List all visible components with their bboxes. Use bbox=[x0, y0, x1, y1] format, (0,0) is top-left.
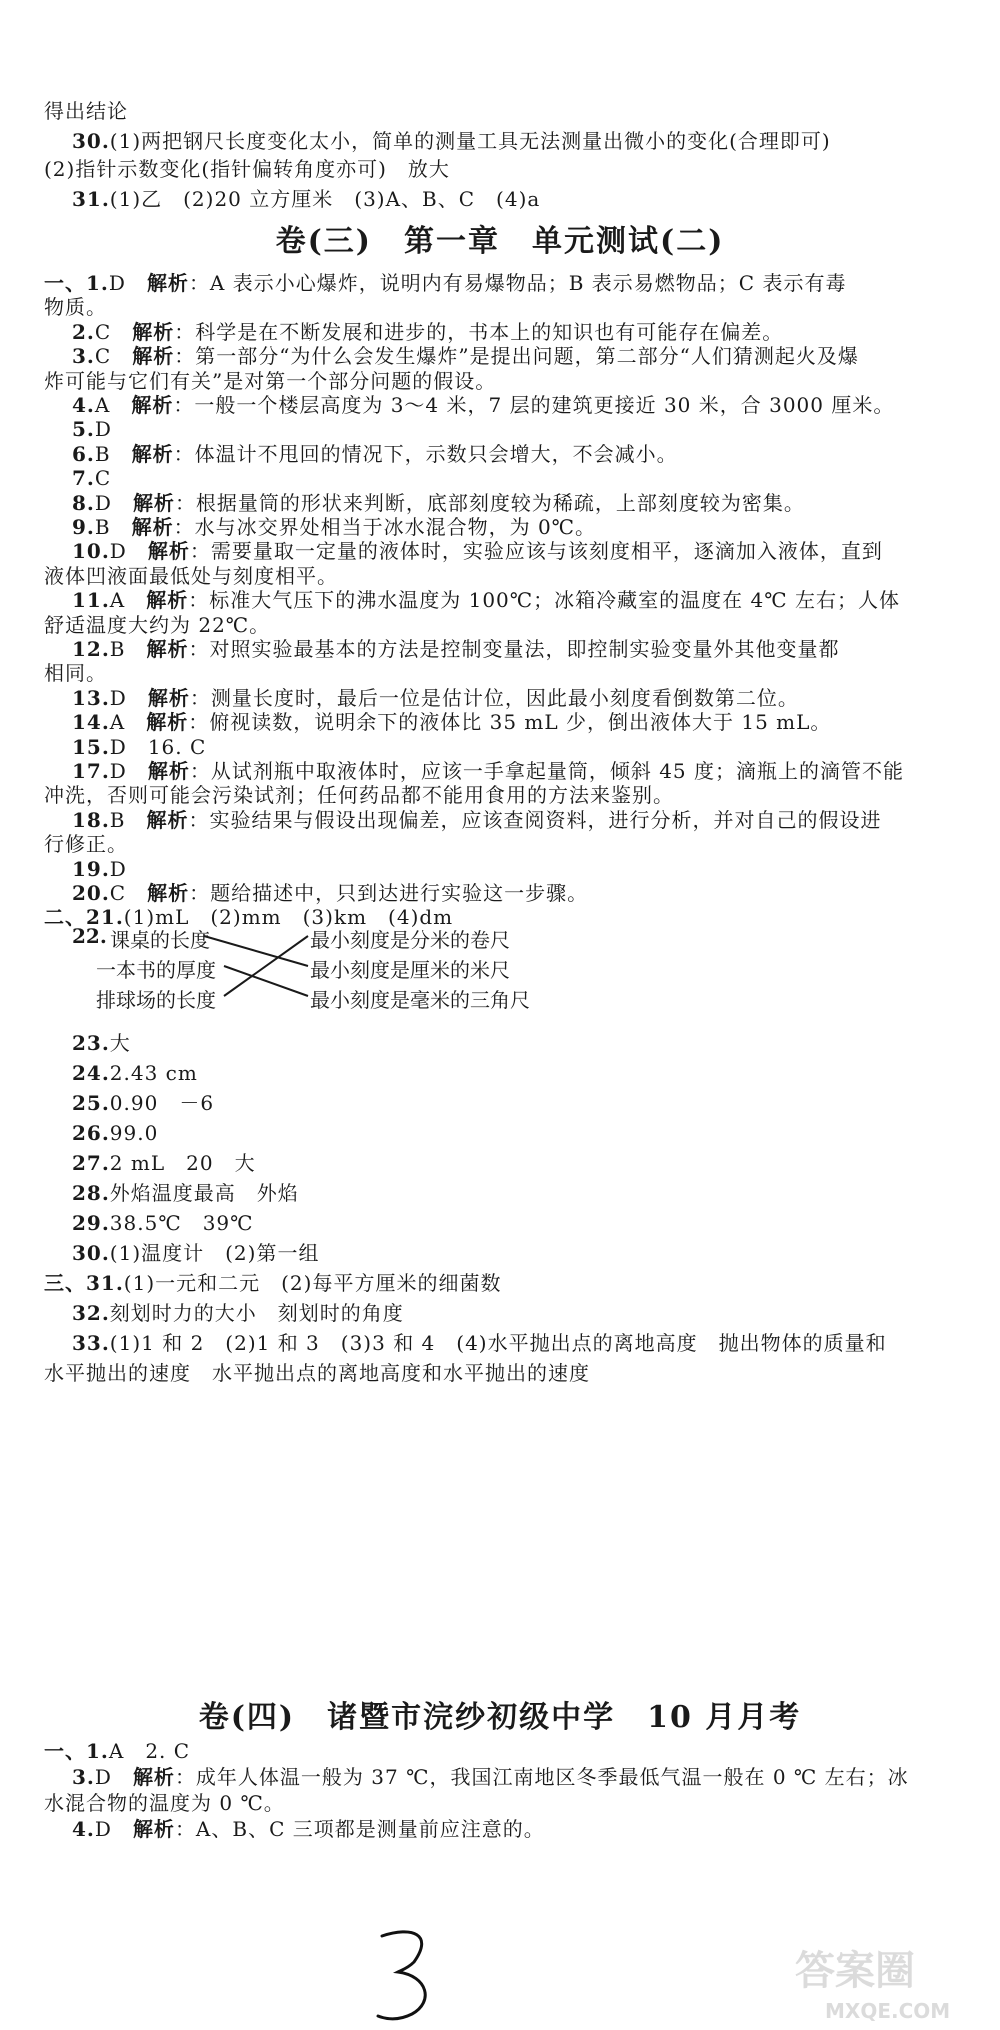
question-number: 三、31. bbox=[44, 1271, 124, 1295]
watermark-logo bbox=[789, 1936, 994, 2026]
answer-line bbox=[72, 1300, 992, 1326]
answer-text: C bbox=[94, 319, 133, 344]
question-number: 32. bbox=[72, 1301, 110, 1325]
analysis-label: 解析 bbox=[146, 271, 189, 295]
match-right-item: 最小刻度是分米的卷尺 bbox=[310, 928, 510, 952]
analysis-label: 解析 bbox=[132, 344, 175, 369]
watermark-url: MXQE.COM bbox=[825, 1999, 951, 2023]
answer-text: 物质。 bbox=[44, 295, 107, 320]
answer-line bbox=[72, 1330, 992, 1356]
answer-text: D bbox=[109, 539, 148, 564]
answer-line bbox=[44, 1360, 964, 1386]
answer-line bbox=[72, 416, 992, 442]
question-number: 18. bbox=[72, 807, 110, 832]
analysis-label: 解析 bbox=[146, 807, 189, 832]
match-left-item: 课桌的长度 bbox=[110, 928, 210, 952]
section-heading: 卷(三) 第一章 单元测试(二) bbox=[275, 224, 725, 259]
analysis-label: 解析 bbox=[147, 759, 190, 783]
match-right-item: 最小刻度是毫米的三角尺 bbox=[310, 988, 530, 1012]
question-number: 7. bbox=[72, 466, 95, 491]
analysis-label: 解析 bbox=[146, 637, 189, 661]
answer-text: 舒适温度大约为 22℃。 bbox=[44, 612, 271, 637]
match-line bbox=[224, 966, 308, 996]
answer-text: 2.43 cm bbox=[109, 1061, 198, 1085]
question-number: 2. bbox=[72, 319, 95, 344]
analysis-label: 解析 bbox=[147, 539, 190, 564]
answer-line bbox=[72, 685, 992, 711]
answer-line bbox=[44, 270, 964, 296]
answer-line bbox=[72, 1090, 992, 1116]
answer-line bbox=[44, 563, 964, 589]
analysis-label: 解析 bbox=[132, 490, 175, 515]
answer-text: (1)一元和二元 (2)每平方厘米的细菌数 bbox=[123, 1271, 502, 1295]
answer-text: 2 mL 20 大 bbox=[109, 1151, 256, 1175]
answer-30: 30.(1)两把钢尺长度变化太小，简单的测量工具无法测量出微小的变化(合理即可) bbox=[72, 129, 831, 153]
analysis-label: 解析 bbox=[131, 441, 174, 466]
matching-lines bbox=[200, 920, 312, 1012]
answer-line bbox=[72, 392, 992, 418]
question-number: 22. bbox=[72, 924, 107, 948]
answer-line bbox=[72, 1030, 992, 1056]
answer-line bbox=[44, 1790, 964, 1816]
question-number: 15. bbox=[72, 734, 110, 759]
analysis-label: 解析 bbox=[132, 319, 175, 344]
question-number: 13. bbox=[72, 685, 110, 710]
answer-line bbox=[72, 1120, 992, 1146]
answer-line bbox=[72, 319, 992, 345]
answer-line bbox=[72, 465, 992, 491]
answer-line bbox=[44, 1738, 964, 1764]
answer-line bbox=[44, 294, 964, 320]
answer-text: A bbox=[109, 588, 147, 613]
answer-line bbox=[72, 1060, 992, 1086]
analysis-text: ：从试剂瓶中取液体时，应该一手拿起量筒，倾斜 45 度；滴瓶上的滴管不能 bbox=[189, 759, 905, 783]
answer-text: 外焰温度最高 外焰 bbox=[109, 1181, 299, 1205]
answer-text: D bbox=[109, 856, 127, 881]
answer-text: 刻划时力的大小 刻划时的角度 bbox=[109, 1301, 404, 1325]
answer-line bbox=[72, 1764, 992, 1790]
answer-text: 水混合物的温度为 0 ℃。 bbox=[44, 1791, 285, 1815]
answer-text: 99.0 bbox=[109, 1121, 159, 1145]
question-number: 11. bbox=[72, 588, 110, 613]
answer-line bbox=[72, 734, 992, 760]
analysis-text: ：科学是在不断发展和进步的，书本上的知识也有可能存在偏差。 bbox=[174, 319, 784, 344]
section-heading: 卷(四) 诸暨市浣纱初级中学 10 月月考 bbox=[198, 1700, 802, 1735]
question-number: 20. bbox=[72, 881, 110, 905]
analysis-text: ：水与冰交界处相当于冰水混合物，为 0℃。 bbox=[173, 515, 597, 539]
question-number: 14. bbox=[72, 710, 110, 735]
question-number: 一、1. bbox=[44, 1739, 109, 1763]
answer-line bbox=[72, 1816, 992, 1842]
answer-line bbox=[44, 612, 964, 638]
answer-text: 0.90 －6 bbox=[109, 1091, 215, 1115]
question-number: 12. bbox=[72, 637, 110, 661]
answer-text: C bbox=[94, 344, 133, 369]
answer-line bbox=[72, 1180, 992, 1206]
answer-text: D bbox=[94, 417, 112, 442]
question-number: 一、1. bbox=[44, 271, 109, 295]
analysis-label: 解析 bbox=[132, 1817, 175, 1841]
question-number: 9. bbox=[72, 515, 95, 539]
analysis-text: ：测量长度时，最后一位是估计位，因此最小刻度看倒数第二位。 bbox=[189, 685, 799, 710]
answer-line bbox=[72, 636, 992, 662]
analysis-text: ：第一部分“为什么会发生爆炸”是提出问题，第二部分“人们猜测起火及爆 bbox=[174, 344, 859, 369]
watermark-text: 答案圈 bbox=[795, 1948, 915, 1994]
analysis-text: ：根据量筒的形状来判断，底部刻度较为稀疏，上部刻度较为密集。 bbox=[174, 490, 805, 515]
answer-text: B bbox=[94, 441, 132, 466]
answer-line bbox=[72, 709, 992, 735]
answer-text: (1)mL (2)mm (3)km (4)dm bbox=[123, 905, 454, 930]
question-number: 8. bbox=[72, 490, 95, 515]
question-number: 3. bbox=[72, 344, 95, 369]
answer-line bbox=[44, 660, 964, 686]
answer-line bbox=[72, 807, 992, 833]
answer-text: C bbox=[94, 466, 112, 491]
answer-line bbox=[72, 343, 992, 369]
answer-line bbox=[72, 1240, 992, 1266]
analysis-text: ：标准大气压下的沸水温度为 100℃；冰箱冷藏室的温度在 4℃ 左右；人体 bbox=[188, 588, 900, 613]
analysis-label: 解析 bbox=[146, 588, 189, 613]
answer-text: D bbox=[108, 271, 147, 295]
answer-line bbox=[44, 368, 964, 394]
answer-text: 38.5℃ 39℃ bbox=[109, 1211, 254, 1235]
answer-text: B bbox=[109, 807, 147, 832]
answer-text: B bbox=[94, 515, 132, 539]
answer-line bbox=[44, 831, 964, 857]
handwritten-page-number bbox=[372, 1924, 442, 2024]
answer-text: B bbox=[109, 637, 147, 661]
analysis-text: ：需要量取一定量的液体时，实验应该与该刻度相平，逐滴加入液体，直到 bbox=[189, 539, 883, 564]
analysis-text: ：题给描述中，只到达进行实验这一步骤。 bbox=[189, 881, 589, 905]
answer-line bbox=[72, 587, 992, 613]
answer-text: A 2. C bbox=[108, 1739, 191, 1763]
text-line: 得出结论 bbox=[44, 99, 128, 123]
analysis-text: ：实验结果与假设出现偏差，应该查阅资料，进行分析，并对自己的假设进 bbox=[188, 807, 882, 832]
question-number: 27. bbox=[72, 1151, 110, 1175]
question-number: 4. bbox=[72, 1817, 95, 1841]
analysis-text: ：A 表示小心爆炸，说明内有易爆物品；B 表示易燃物品；C 表示有毒 bbox=[188, 271, 847, 295]
answer-text: D bbox=[109, 759, 148, 783]
answer-text: D bbox=[94, 490, 133, 515]
question-number: 26. bbox=[72, 1121, 110, 1145]
answer-line bbox=[72, 490, 992, 516]
analysis-text: ：A、B、C 三项都是测量前应注意的。 bbox=[174, 1817, 545, 1841]
answer-text: 炸可能与它们有关”是对第一个部分问题的假设。 bbox=[44, 368, 497, 393]
answer-text: 水平抛出的速度 水平抛出点的离地高度和水平抛出的速度 bbox=[44, 1361, 590, 1385]
answer-line bbox=[72, 441, 992, 467]
answer-text: 液体凹液面最低处与刻度相平。 bbox=[44, 563, 338, 588]
question-number: 33. bbox=[72, 1331, 110, 1355]
question-number: 28. bbox=[72, 1181, 110, 1205]
answer-text: A bbox=[109, 710, 147, 735]
question-number: 17. bbox=[72, 759, 110, 783]
analysis-text: ：对照实验最基本的方法是控制变量法，即控制实验变量外其他变量都 bbox=[188, 637, 840, 661]
analysis-label: 解析 bbox=[131, 515, 174, 539]
analysis-label: 解析 bbox=[146, 710, 189, 735]
answer-text: D bbox=[109, 685, 148, 710]
analysis-text: ：俯视读数，说明余下的液体比 35 mL 少，倒出液体大于 15 mL。 bbox=[188, 710, 832, 735]
answer-text: 大 bbox=[109, 1031, 131, 1055]
question-number: 6. bbox=[72, 441, 95, 466]
analysis-label: 解析 bbox=[131, 393, 174, 417]
answer-text: A bbox=[94, 393, 132, 417]
text-line: (2)指针示数变化(指针偏转角度亦可) 放大 bbox=[44, 157, 450, 181]
analysis-label: 解析 bbox=[132, 1765, 175, 1789]
answer-text: 相同。 bbox=[44, 661, 107, 686]
answer-line bbox=[72, 856, 992, 882]
question-number: 23. bbox=[72, 1031, 110, 1055]
answer-31: 31.(1)乙 (2)20 立方厘米 (3)A、B、C (4)a bbox=[72, 187, 541, 211]
answer-line bbox=[44, 782, 964, 808]
answer-text: 冲洗，否则可能会污染试剂；任何药品都不能用食用的方法来鉴别。 bbox=[44, 783, 674, 808]
question-number: 30. bbox=[72, 1241, 110, 1265]
answer-line bbox=[72, 1150, 992, 1176]
match-left-item: 排球场的长度 bbox=[96, 988, 216, 1012]
answer-text: (1)温度计 (2)第一组 bbox=[109, 1241, 320, 1265]
answer-text: D bbox=[94, 1765, 133, 1789]
answer-text: (1)1 和 2 (2)1 和 3 (3)3 和 4 (4)水平抛出点的离地高度 抛出物体的质量和 bbox=[109, 1331, 887, 1355]
analysis-label: 解析 bbox=[147, 685, 190, 710]
match-right-item: 最小刻度是厘米的米尺 bbox=[310, 958, 510, 982]
question-number: 19. bbox=[72, 856, 110, 881]
question-number: 29. bbox=[72, 1211, 110, 1235]
analysis-text: ：体温计不甩回的情况下，示数只会增大，不会减小。 bbox=[173, 441, 678, 466]
answer-text: 行修正。 bbox=[44, 832, 128, 857]
analysis-text: ：成年人体温一般为 37 ℃，我国江南地区冬季最低气温一般在 0 ℃ 左右；冰 bbox=[174, 1765, 909, 1789]
question-number: 二、21. bbox=[44, 905, 124, 930]
question-number: 10. bbox=[72, 539, 110, 564]
match-left-item: 一本书的厚度 bbox=[96, 958, 216, 982]
answer-text: D bbox=[94, 1817, 133, 1841]
match-line bbox=[204, 936, 308, 966]
answer-line bbox=[72, 758, 992, 784]
analysis-text: ：一般一个楼层高度为 3～4 米，7 层的建筑更接近 30 米，合 3000 厘米。 bbox=[173, 393, 895, 417]
answer-line bbox=[72, 514, 992, 540]
analysis-label: 解析 bbox=[147, 881, 190, 905]
answer-text: D 16. C bbox=[109, 734, 207, 759]
answer-line bbox=[72, 1210, 992, 1236]
question-number: 3. bbox=[72, 1765, 95, 1789]
question-number: 5. bbox=[72, 417, 95, 442]
question-number: 25. bbox=[72, 1091, 110, 1115]
question-number: 4. bbox=[72, 393, 95, 417]
question-number: 24. bbox=[72, 1061, 110, 1085]
answer-text: C bbox=[109, 881, 148, 905]
answer-line bbox=[72, 880, 992, 906]
answer-line bbox=[72, 538, 992, 564]
answer-line bbox=[44, 1270, 964, 1296]
